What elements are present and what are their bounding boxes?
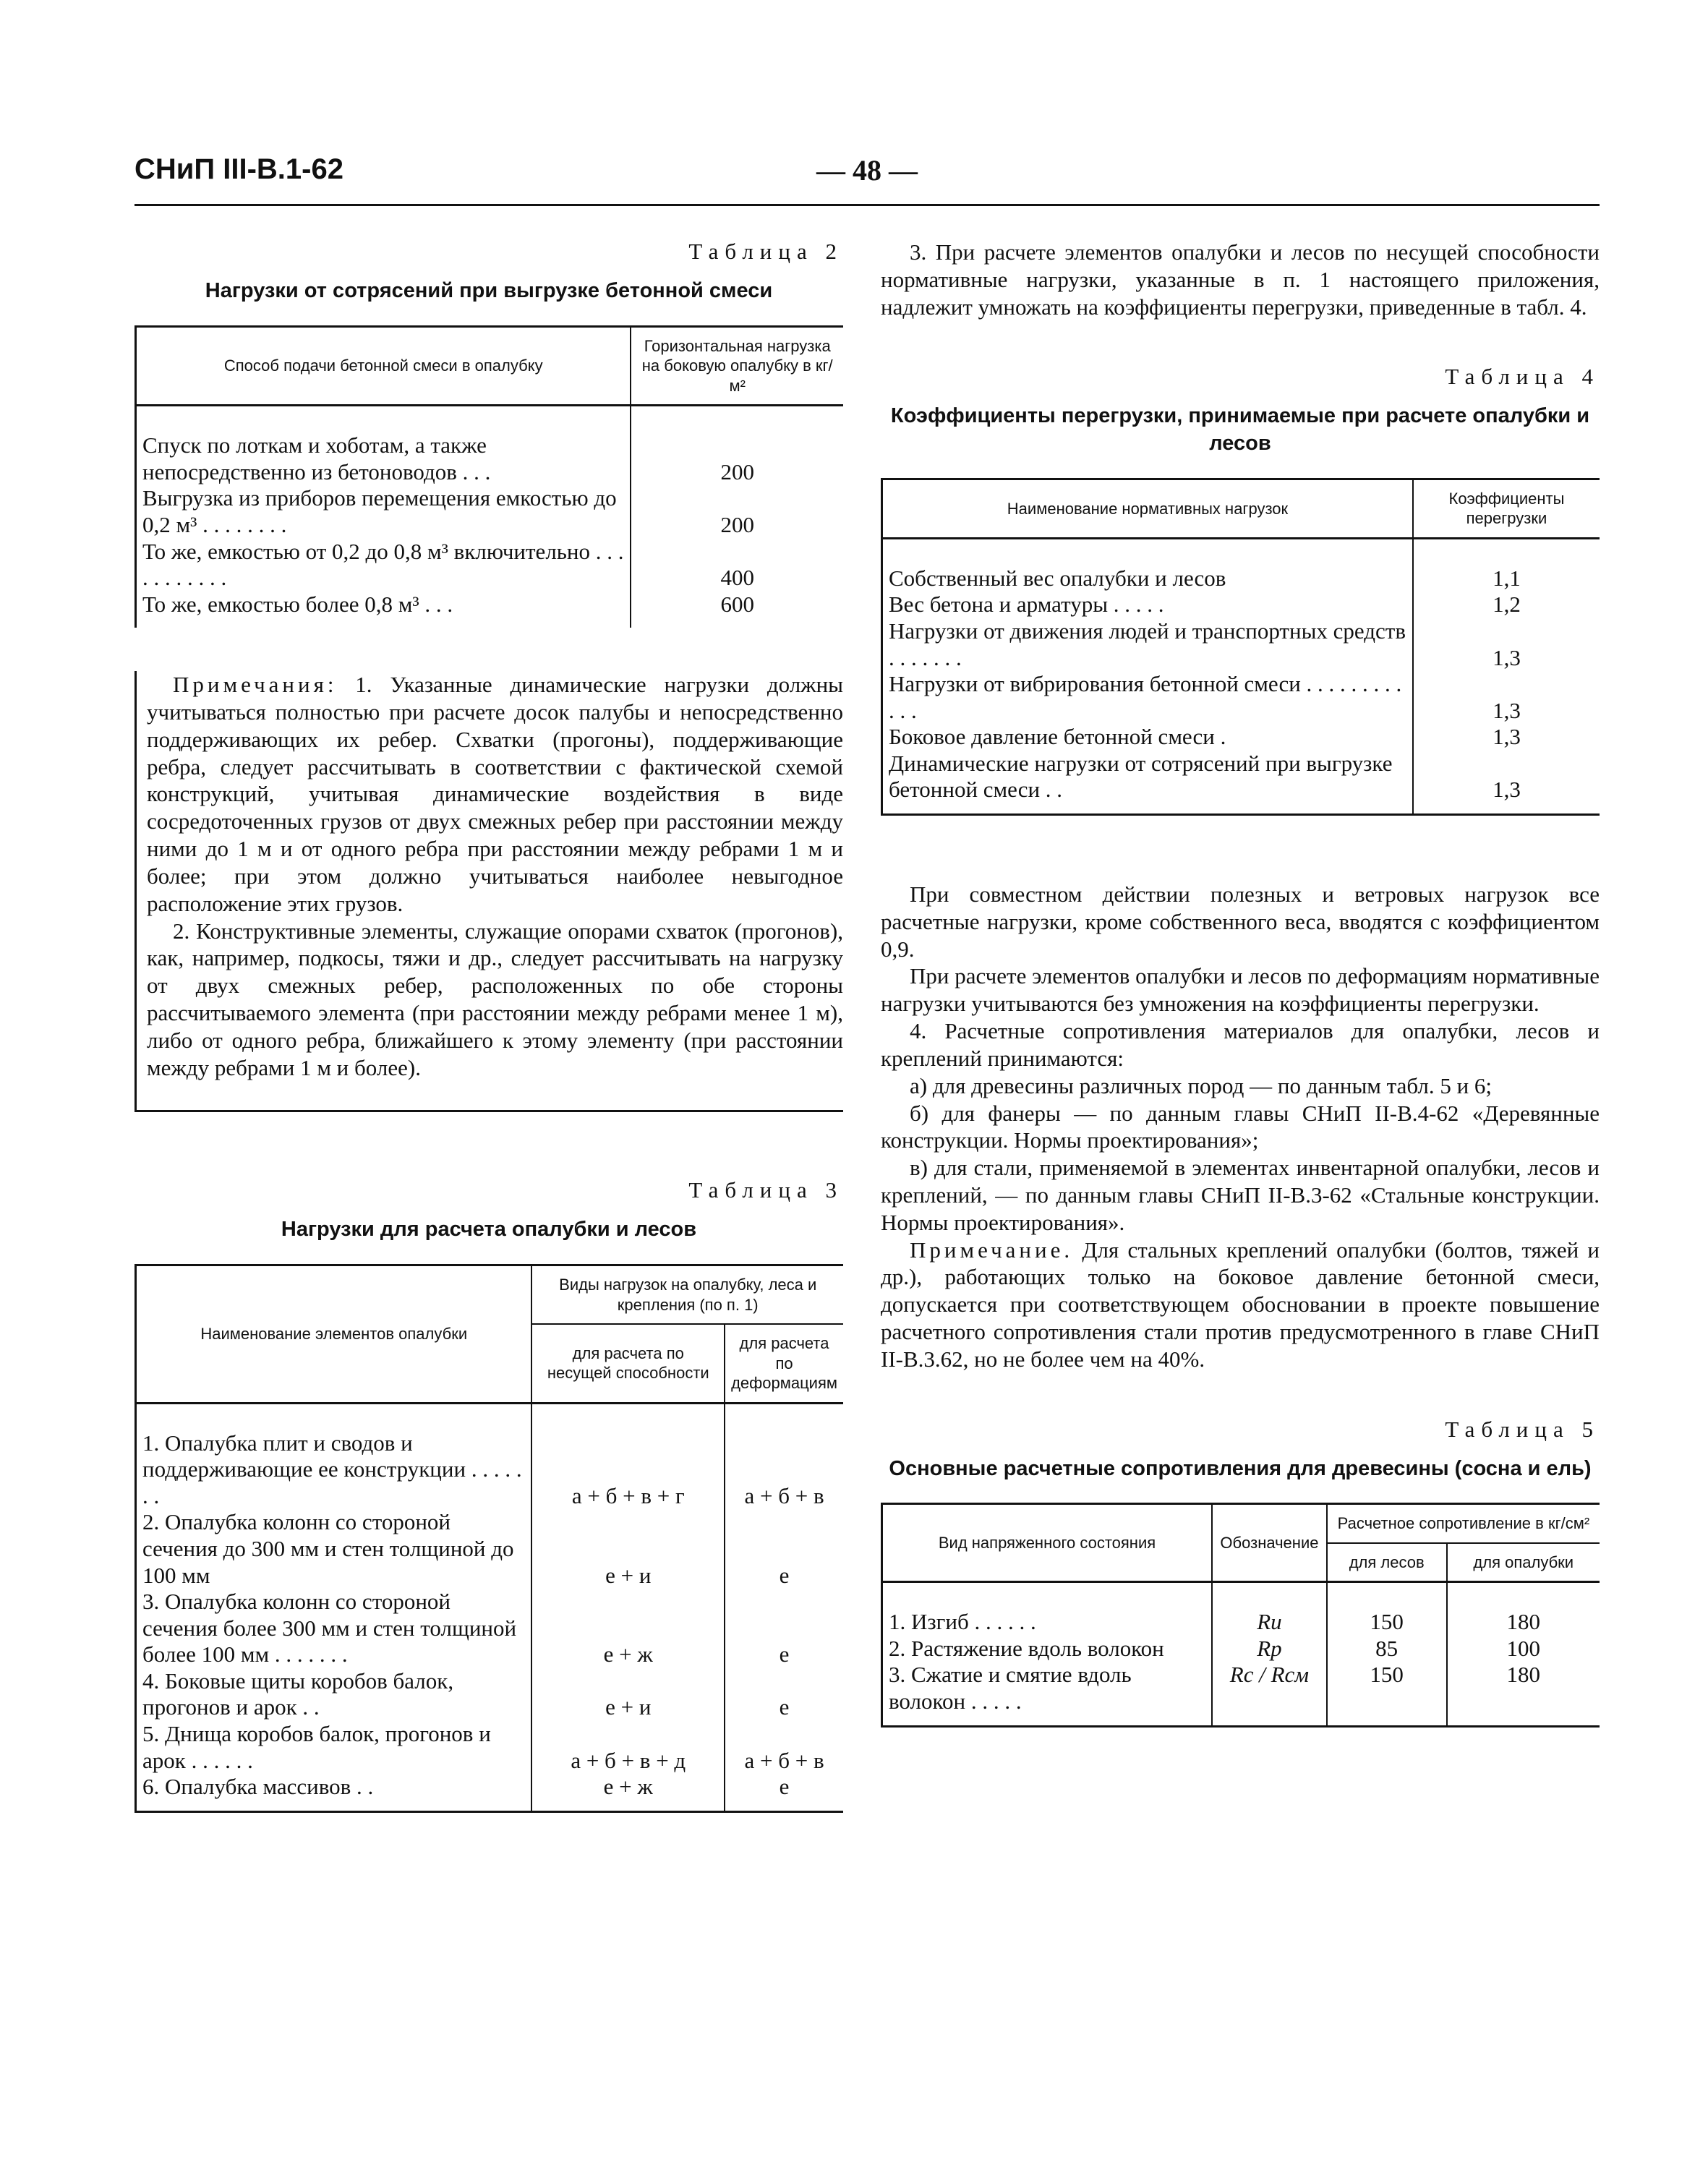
table4-row-text: Нагрузки от вибрирования бетонной смеси . . . . . . . . . . . . — [882, 671, 1413, 724]
table5-row-scaffold: 150 — [1327, 1662, 1447, 1726]
para-3: 3. При расчете элементов опалубки и лесов по несущей способности нормативные нагрузки, указанные в п. 1 настоящего приложения, надлежит умножать на коэффициенты перегрузки, приведенные в табл. 4. — [881, 239, 1600, 320]
note-title: Примечание. — [910, 1237, 1074, 1263]
table5-row-symbol: Rс / Rсм — [1212, 1662, 1327, 1726]
table4-row-value: 1,3 — [1413, 724, 1600, 751]
table-row — [136, 1721, 844, 1774]
para-deformation: При расчете элементов опалубки и лесов по деформациям нормативные нагрузки учитываются без умножения на коэффициенты перегрузки. — [881, 963, 1600, 1017]
table5-head-state: Вид напряженного состояния — [882, 1504, 1213, 1582]
table3-row-strength: е + ж — [531, 1774, 725, 1811]
table2-notes — [134, 671, 843, 1110]
table4-row-value: 1,3 — [1413, 751, 1600, 815]
table-row — [136, 1668, 844, 1721]
table4-label: Таблица 4 — [1445, 364, 1600, 390]
notes-title: Примечания: — [173, 672, 338, 698]
table-row — [136, 1509, 844, 1589]
table4-row-value: 1,3 — [1413, 618, 1600, 671]
table5-row-formwork: 100 — [1447, 1636, 1600, 1662]
doc-code: СНиП III-В.1-62 — [134, 153, 343, 185]
item-c: в) для стали, применяемой в элементах инвентарной опалубки, лесов и креплений, — по данным главы СНиП II-В.3-62 «Стальные конструкции. Нормы проектирования». — [881, 1155, 1600, 1235]
table-row — [882, 724, 1600, 751]
table5-head-scaffold: для лесов — [1327, 1543, 1447, 1582]
left-column — [134, 239, 843, 1813]
table3 — [134, 1264, 843, 1813]
table5-row-scaffold: 85 — [1327, 1636, 1447, 1662]
para-4: 4. Расчетные сопротивления материалов для опалубки, лесов и креплений принимаются: — [881, 1018, 1600, 1071]
table4-row-value: 1,1 — [1413, 538, 1600, 592]
table5-row-text: 2. Растяжение вдоль волокон — [882, 1636, 1213, 1662]
table-row — [136, 485, 844, 538]
table2-row-value: 200 — [631, 485, 843, 538]
table2-row-value: 400 — [631, 539, 843, 592]
table4-row-text: Нагрузки от движения людей и транспортных средств . . . . . . . — [882, 618, 1413, 671]
table3-row-deform: а + б + в — [725, 1403, 843, 1509]
table3-row-deform: е — [725, 1589, 843, 1668]
table2-row-text: То же, емкостью от 0,2 до 0,8 м³ включительно . . . . . . . . . . . — [136, 539, 631, 592]
table2-row-value: 200 — [631, 406, 843, 486]
table-row — [882, 538, 1600, 592]
page-header — [134, 153, 1600, 197]
table4-row-value: 1,3 — [1413, 671, 1600, 724]
table4 — [881, 478, 1600, 816]
table2-label: Таблица 2 — [688, 239, 843, 264]
table-row — [136, 539, 844, 592]
table4-row-value: 1,2 — [1413, 592, 1600, 618]
table-row — [136, 1774, 844, 1811]
table2-row-text: Выгрузка из приборов перемещения емкостью до 0,2 м³ . . . . . . . . — [136, 485, 631, 538]
table4-row-text: Собственный вес опалубки и лесов — [882, 538, 1413, 592]
table-row — [136, 1403, 844, 1509]
table-row — [882, 592, 1600, 618]
table-row — [882, 1636, 1600, 1662]
table3-row-text: 1. Опалубка плит и сводов и поддерживающие ее конструкции . . . . . . . — [136, 1403, 532, 1509]
table5-label: Таблица 5 — [1445, 1416, 1600, 1442]
table5-row-scaffold: 150 — [1327, 1582, 1447, 1636]
table4-row-text: Вес бетона и арматуры . . . . . — [882, 592, 1413, 618]
table5-row-formwork: 180 — [1447, 1582, 1600, 1636]
table3-row-strength: е + ж — [531, 1589, 725, 1668]
table3-row-text: 4. Боковые щиты коробов балок, прогонов и арок . . — [136, 1668, 532, 1721]
table2-row-value: 600 — [631, 592, 843, 628]
note-2: 2. Конструктивные элементы, служащие опорами схваток (прогонов), как, например, подкосы, тяжи и др., следует рассчитывать на нагрузку от двух смежных ребер, расположенных по обе стороны рассчитываемого элемента (при расстоянии между ребрами менее 1 м), либо от одного ребра, ближайшего к этому элементу (при расстоянии между ребрами 1 м и более). — [147, 918, 843, 1080]
table3-row-strength: а + б + в + г — [531, 1403, 725, 1509]
table3-row-strength: е + и — [531, 1509, 725, 1589]
table3-row-text: 5. Днища коробов балок, прогонов и арок . . . . . . — [136, 1721, 532, 1774]
table3-row-text: 2. Опалубка колонн со стороной сечения до 300 мм и стен толщиной до 100 мм — [136, 1509, 532, 1589]
table2-head-method: Способ подачи бетонной смеси в опалубку — [136, 326, 631, 406]
table5-row-symbol: Rи — [1212, 1582, 1327, 1636]
table5-head-resist: Расчетное сопротивление в кг/см² — [1327, 1504, 1600, 1543]
page-number: — 48 — — [816, 154, 918, 187]
table5-head-formwork: для опалубки — [1447, 1543, 1600, 1582]
table-row — [882, 618, 1600, 671]
table2-caption: Нагрузки от сотрясений при выгрузке бетонной смеси — [205, 279, 773, 302]
table3-row-text: 3. Опалубка колонн со стороной сечения более 300 мм и стен толщиной более 100 мм . . . . . . . — [136, 1589, 532, 1668]
table3-row-text: 6. Опалубка массивов . . — [136, 1774, 532, 1811]
table4-row-text: Динамические нагрузки от сотрясений при выгрузке бетонной смеси . . — [882, 751, 1413, 815]
table-row — [136, 592, 844, 628]
table-row — [882, 1582, 1600, 1636]
steel-note — [881, 1237, 1600, 1373]
table3-row-deform: е — [725, 1509, 843, 1589]
table5-row-text: 3. Сжатие и смятие вдоль волокон . . . . . — [882, 1662, 1213, 1726]
table3-row-deform: е — [725, 1774, 843, 1811]
table3-row-deform: е — [725, 1668, 843, 1721]
table3-row-strength: е + и — [531, 1668, 725, 1721]
right-column — [881, 239, 1600, 1728]
table4-caption: Коэффициенты перегрузки, принимаемые при расчете опалубки и лесов — [890, 404, 1590, 456]
header-rule — [134, 204, 1600, 206]
table-row — [882, 671, 1600, 724]
item-b: б) для фанеры — по данным главы СНиП II-В.4-62 «Деревянные конструкции. Нормы проектирования»; — [881, 1100, 1600, 1153]
table2-head-load: Горизонтальная нагрузка на боковую опалубку в кг/м² — [631, 326, 843, 406]
table-row — [882, 751, 1600, 815]
table2 — [134, 325, 843, 628]
table5-head-symbol: Обозначение — [1212, 1504, 1327, 1582]
table2-row-text: Спуск по лоткам и хоботам, а также непосредственно из бетоноводов . . . — [136, 406, 631, 486]
table-row — [136, 406, 844, 486]
note-1: 1. Указанные динамические нагрузки должны учитываться полностью при расчете досок палубы и непосредственно поддерживающих их ребер. Схватки (прогоны), поддерживающие ребра, следует рассчитывать в соответствии с фактической схемой конструкций, учитывая динамические воздействия в виде сосредоточенных грузов от двух смежных ребер при расстоянии между ними до 1 м и от одного ребра при расстоянии между ребрами 1 м и более; при этом должно учитываться наиболее невыгодное расположение этих грузов. — [147, 672, 843, 916]
table4-head-coef: Коэффициенты перегрузки — [1413, 479, 1600, 538]
table5-row-text: 1. Изгиб . . . . . . — [882, 1582, 1213, 1636]
table2-row-text: То же, емкостью более 0,8 м³ . . . — [136, 592, 631, 628]
table-row — [882, 1662, 1600, 1726]
table5-row-symbol: Rр — [1212, 1636, 1327, 1662]
table3-head-name: Наименование элементов опалубки — [136, 1265, 532, 1404]
table3-row-strength: а + б + в + д — [531, 1721, 725, 1774]
table5-caption: Основные расчетные сопротивления для древесины (сосна и ель) — [889, 1456, 1592, 1480]
table4-head-name: Наименование нормативных нагрузок — [882, 479, 1413, 538]
table3-caption: Нагрузки для расчета опалубки и лесов — [281, 1218, 697, 1242]
note-text: Для стальных креплений опалубки (болтов, тяжей и др.), работающих только на боковое давление бетонной смеси, допускается при соответствующем обосновании в проекте повышение расчетного сопротивления стали против предусмотренного в главе СНиП II-В.3.62, но не более чем на 40%. — [881, 1237, 1600, 1372]
table3-row-deform: а + б + в — [725, 1721, 843, 1774]
item-a: а) для древесины различных пород — по данным табл. 5 и 6; — [910, 1072, 1493, 1098]
table5-row-formwork: 180 — [1447, 1662, 1600, 1726]
table3-head-strength: для расчета по несущей способности — [531, 1324, 725, 1403]
table3-head-deform: для расчета по деформациям — [725, 1324, 843, 1403]
table3-label: Таблица 3 — [688, 1177, 843, 1203]
table3-head-types: Виды нагрузок на опалубку, леса и крепления (по п. 1) — [531, 1265, 843, 1325]
table4-row-text: Боковое давление бетонной смеси . — [882, 724, 1413, 751]
table-row — [136, 1589, 844, 1668]
table5 — [881, 1503, 1600, 1727]
para-combined-loads: При совместном действии полезных и ветровых нагрузок все расчетные нагрузки, кроме собственного веса, вводятся с коэффициентом 0,9. — [881, 881, 1600, 962]
